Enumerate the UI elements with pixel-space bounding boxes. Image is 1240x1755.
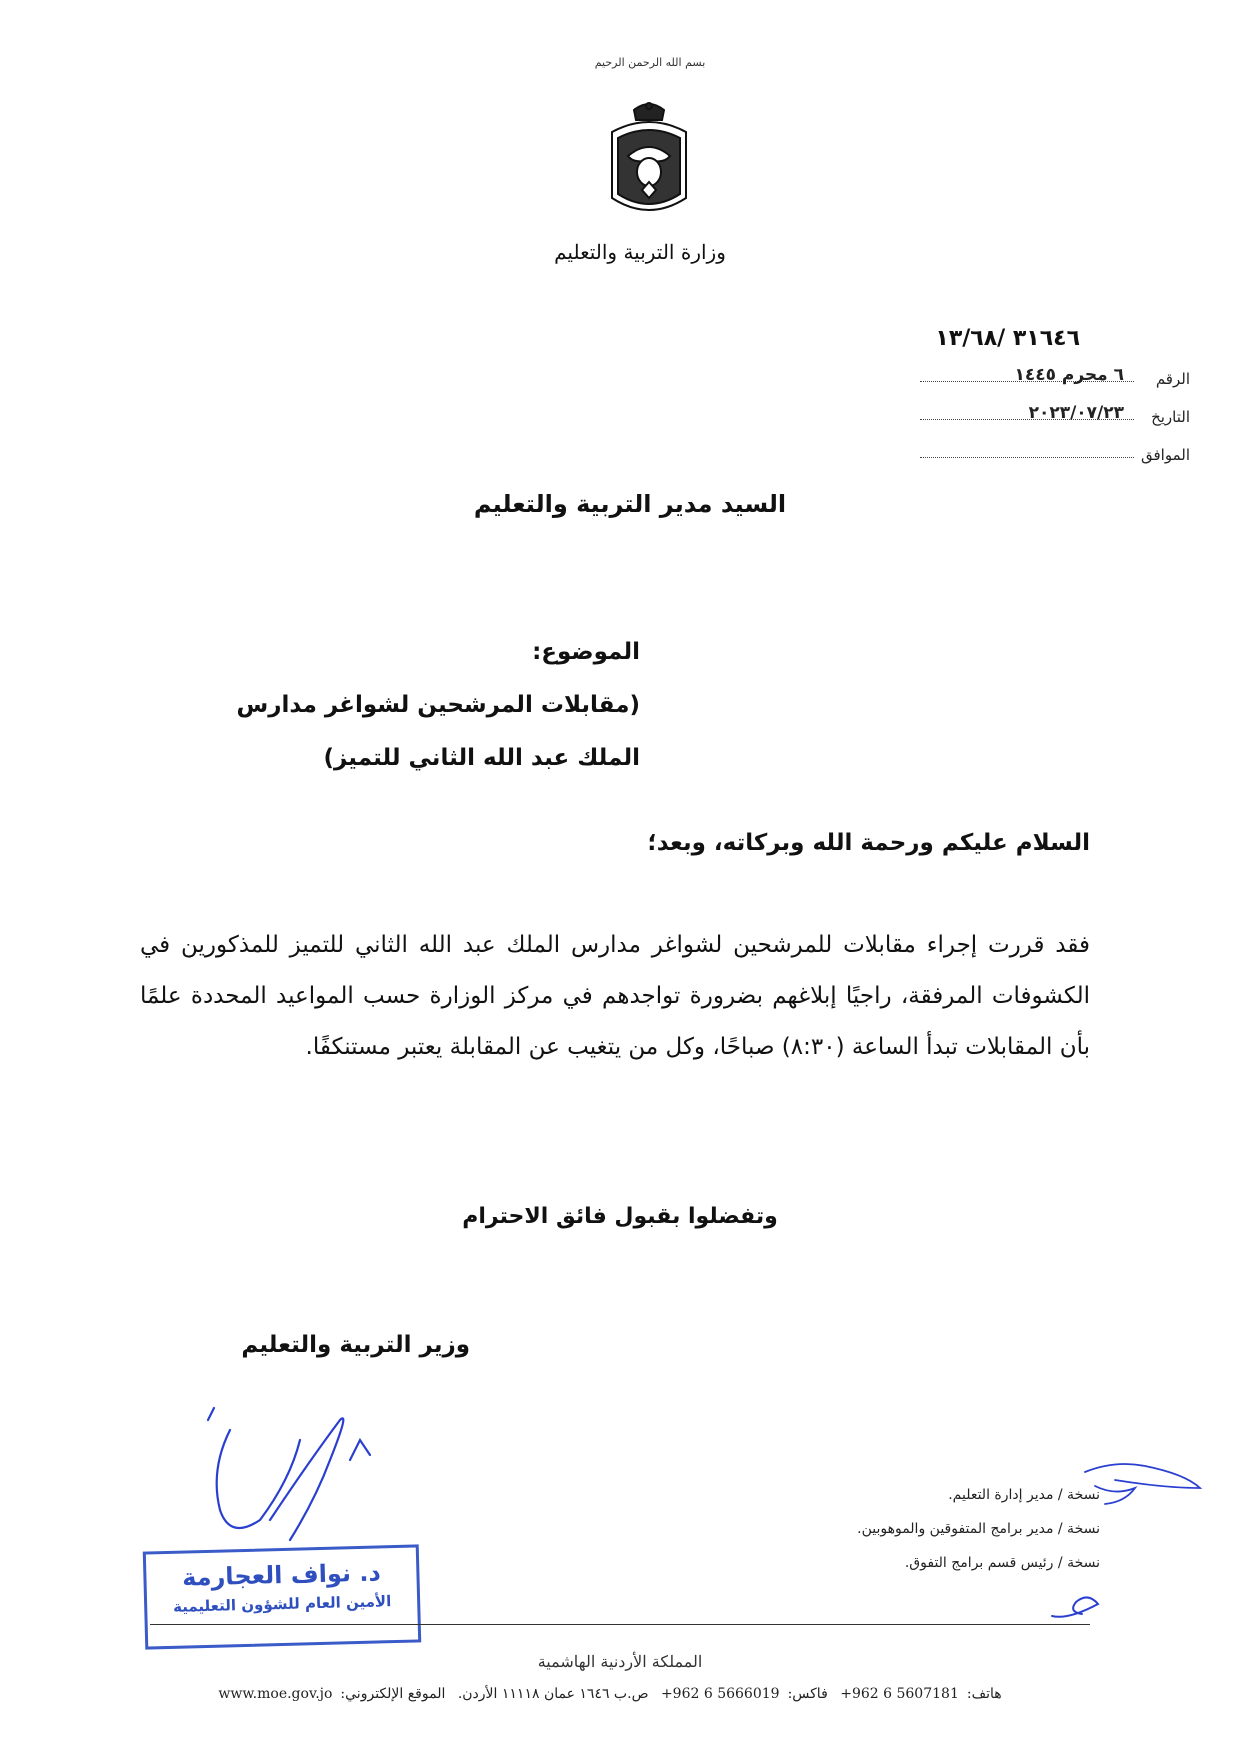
- footer-phone-label: هاتف:: [966, 1686, 1002, 1702]
- footer-website-link[interactable]: www.moe.gov.jo: [218, 1686, 333, 1702]
- signature-scribble: [200, 1400, 390, 1550]
- signatory-title: وزير التربية والتعليم: [241, 1332, 470, 1358]
- reference-number-value: ٦ محرم ١٤٤٥: [1014, 365, 1124, 385]
- subject-line-1: (مقابلات المرشحين لشواغر مدارس: [236, 692, 640, 718]
- copy-item: نسخة / رئيس قسم برامج التفوق.: [904, 1555, 1100, 1571]
- footer-kingdom: المملكة الأردنية الهاشمية: [537, 1652, 703, 1671]
- footer-po-box: ص.ب ١٦٤٦ عمان ١١١١٨ الأردن.: [457, 1686, 649, 1702]
- subject-label: الموضوع:: [532, 639, 640, 665]
- subject-block: [140, 626, 640, 785]
- reference-corresponding-dots: [920, 456, 1134, 458]
- subject-line-2: الملك عبد الله الثاني للتميز): [323, 745, 640, 771]
- footer-contact: [200, 1686, 1020, 1702]
- stamp-name: د. نواف العجارمة: [181, 1558, 382, 1592]
- addressee: السيد مدير التربية والتعليم: [473, 490, 787, 518]
- footer-phone: +962 6 5607181: [840, 1686, 959, 1702]
- copy-item: نسخة / مدير إدارة التعليم.: [948, 1487, 1100, 1503]
- reference-date-row: [920, 400, 1190, 426]
- reference-date-dots: [920, 403, 1134, 423]
- coat-of-arms-emblem: [604, 98, 694, 222]
- handwritten-reference-number: ٣١٦٤٦ /١٣/٦٨: [935, 326, 1080, 351]
- copies-list: [740, 1478, 1100, 1580]
- footer-website-label: الموقع الإلكتروني:: [340, 1686, 446, 1702]
- reference-date-label: التاريخ: [1151, 408, 1190, 426]
- official-stamp: [143, 1544, 421, 1649]
- body-paragraph: فقد قررت إجراء مقابلات للمرشحين لشواغر مدارس الملك عبد الله الثاني للتميز للمذكورين في الكشوفات المرفقة، راجيًا إبلاغهم بضرورة تواجدهم في مركز الوزارة حسب المواعيد المحددة علمًا بأن المقابلات تبدأ الساعة (٨:٣٠) صباحًا، وكل من يتغيب عن المقابلة يعتبر مستنكفًا.: [140, 932, 1090, 1060]
- reference-number-dots: [920, 365, 1134, 385]
- reference-corresponding-label: الموافق: [1140, 446, 1190, 464]
- reference-number-row: [920, 362, 1190, 388]
- copy-item: نسخة / مدير برامج المتفوقين والموهوبين.: [857, 1521, 1100, 1537]
- closing-line: وتفضلوا بقبول فائق الاحترام: [462, 1204, 778, 1229]
- reference-number-label: الرقم: [1155, 370, 1190, 388]
- footer-divider: [150, 1624, 1090, 1625]
- checkmark-scribble: [1048, 1584, 1108, 1624]
- footer-fax-label: فاكس:: [787, 1686, 828, 1702]
- reference-date-value: ٢٠٢٣/٠٧/٢٣: [1028, 403, 1124, 423]
- reference-corresponding-row: [920, 438, 1190, 464]
- footer-fax: +962 6 5666019: [660, 1686, 780, 1702]
- stamp-title: الأمين العام للشؤون التعليمية: [172, 1592, 392, 1616]
- basmala: بسم الله الرحمن الرحيم: [594, 56, 706, 69]
- greeting: السلام عليكم ورحمة الله وبركاته، وبعد؛: [647, 830, 1090, 856]
- ministry-name: وزارة التربية والتعليم: [554, 240, 726, 264]
